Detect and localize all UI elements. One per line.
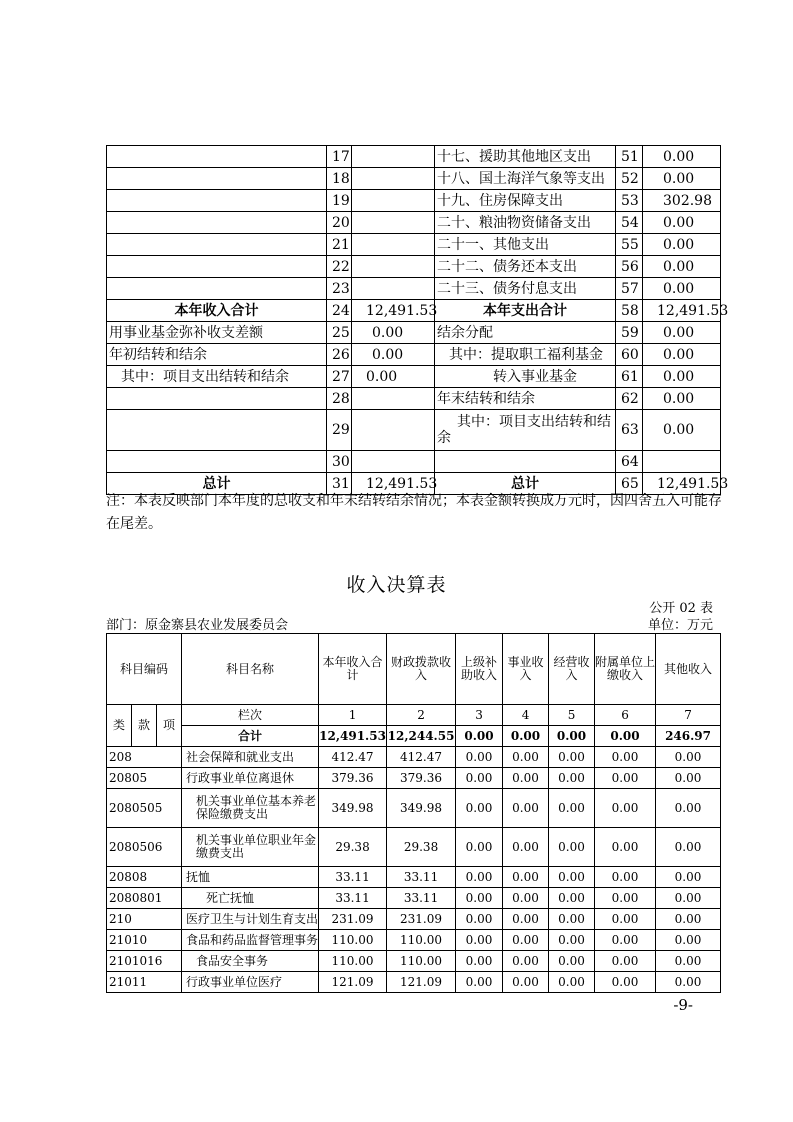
table-row (107, 388, 721, 410)
table-row (107, 747, 721, 768)
cell-value: 0.00 (456, 951, 503, 972)
department-label: 部门：原金寨县农业发展委员会 (106, 618, 289, 633)
header-name: 科目名称 (182, 634, 319, 705)
income-value (352, 234, 435, 256)
cell-value: 0.00 (503, 909, 549, 930)
header-other-income: 其他收入 (656, 634, 721, 705)
income-item-label (107, 278, 327, 300)
cell-value: 29.38 (387, 828, 456, 867)
grand-total-label: 总计 (107, 473, 327, 495)
income-value (352, 168, 435, 190)
row-number: 22 (327, 256, 352, 278)
table-row (107, 190, 721, 212)
cell-value: 0.00 (456, 828, 503, 867)
row-number: 59 (616, 322, 643, 344)
subject-name: 机关事业单位基本养老保险缴费支出 (182, 789, 319, 828)
income-value (352, 388, 435, 410)
row-number: 54 (616, 212, 643, 234)
cell-value: 0.00 (549, 828, 595, 867)
total-label: 合计 (182, 726, 319, 747)
subject-code: 20805 (107, 768, 182, 789)
subject-code: 208 (107, 747, 182, 768)
expense-value: 0.00 (643, 410, 721, 451)
cell-value: 0.00 (595, 828, 656, 867)
subject-code: 2080506 (107, 828, 182, 867)
table-code: 公开 02 表 (649, 601, 713, 616)
subject-name: 社会保障和就业支出 (182, 747, 319, 768)
expense-item-label: 转入事业基金 (435, 366, 616, 388)
row-number: 17 (327, 146, 352, 168)
cell-value: 231.09 (387, 909, 456, 930)
total-value: 0.00 (549, 726, 595, 747)
expense-item-label: 其中：项目支出结转和结余 (435, 410, 616, 451)
column-number: 7 (656, 705, 721, 726)
subject-code: 2080801 (107, 888, 182, 909)
income-total-label: 本年收入合计 (107, 300, 327, 322)
row-number: 61 (616, 366, 643, 388)
expense-value: 0.00 (643, 366, 721, 388)
subject-name: 食品和药品监督管理事务 (182, 930, 319, 951)
table-row (107, 234, 721, 256)
cell-value: 0.00 (503, 747, 549, 768)
subject-code: 2101016 (107, 951, 182, 972)
cell-value: 0.00 (595, 867, 656, 888)
cell-value: 0.00 (549, 768, 595, 789)
header-business-income: 事业收入 (503, 634, 549, 705)
subject-code: 210 (107, 909, 182, 930)
row-number: 57 (616, 278, 643, 300)
table-row (107, 972, 721, 993)
table-row (107, 789, 721, 828)
row-number: 23 (327, 278, 352, 300)
cell-value: 0.00 (503, 867, 549, 888)
expense-item-label (435, 451, 616, 473)
expense-value: 0.00 (643, 146, 721, 168)
cell-value: 0.00 (656, 972, 721, 993)
cell-value: 33.11 (387, 867, 456, 888)
subject-name: 抚恤 (182, 867, 319, 888)
table-row (107, 278, 721, 300)
grand-total-label: 总计 (435, 473, 616, 495)
cell-value: 33.11 (319, 888, 387, 909)
income-value (352, 146, 435, 168)
income-value (352, 190, 435, 212)
cell-value: 33.11 (387, 888, 456, 909)
income-value: 0.00 (352, 344, 435, 366)
income-item-label (107, 256, 327, 278)
income-value (352, 256, 435, 278)
cell-value: 0.00 (656, 867, 721, 888)
expense-value: 0.00 (643, 234, 721, 256)
cell-value: 231.09 (319, 909, 387, 930)
cell-value: 0.00 (595, 951, 656, 972)
expense-value: 302.98 (643, 190, 721, 212)
expense-item-label: 其中：提取职工福利基金 (435, 344, 616, 366)
row-number: 28 (327, 388, 352, 410)
income-item-label: 年初结转和结余 (107, 344, 327, 366)
row-number: 30 (327, 451, 352, 473)
expense-item-label: 结余分配 (435, 322, 616, 344)
subject-name: 医疗卫生与计划生育支出 (182, 909, 319, 930)
income-value (352, 451, 435, 473)
header-superior-subsidy: 上级补助收入 (456, 634, 503, 705)
cell-value: 349.98 (387, 789, 456, 828)
cell-value: 0.00 (456, 747, 503, 768)
subject-code: 21011 (107, 972, 182, 993)
cell-value: 0.00 (656, 930, 721, 951)
cell-value: 0.00 (503, 972, 549, 993)
income-item-label (107, 410, 327, 451)
income-item-label (107, 190, 327, 212)
table-row (107, 366, 721, 388)
table-row (107, 867, 721, 888)
cell-value: 0.00 (456, 930, 503, 951)
unit-label: 单位：万元 (647, 618, 713, 633)
cell-value: 0.00 (656, 951, 721, 972)
expense-item-label: 二十三、债务付息支出 (435, 278, 616, 300)
column-number: 6 (595, 705, 656, 726)
header-kuan: 款 (132, 705, 157, 747)
income-value: 0.00 (352, 366, 435, 388)
column-number: 1 (319, 705, 387, 726)
subject-name: 食品安全事务 (182, 951, 319, 972)
cell-value: 0.00 (503, 768, 549, 789)
expense-value: 0.00 (643, 256, 721, 278)
table-row (107, 256, 721, 278)
row-number: 60 (616, 344, 643, 366)
total-value: 0.00 (456, 726, 503, 747)
page-number: -9- (673, 996, 693, 1014)
cell-value: 0.00 (549, 789, 595, 828)
row-number: 52 (616, 168, 643, 190)
expense-value: 0.00 (643, 212, 721, 234)
income-value (352, 410, 435, 451)
cell-value: 0.00 (656, 747, 721, 768)
row-number: 18 (327, 168, 352, 190)
table-row (107, 888, 721, 909)
expense-value: 0.00 (643, 344, 721, 366)
total-row (107, 726, 721, 747)
income-value (352, 212, 435, 234)
table-row (107, 168, 721, 190)
cell-value: 0.00 (595, 972, 656, 993)
cell-value: 0.00 (549, 888, 595, 909)
expense-value: 12,491.53 (643, 300, 721, 322)
subject-code: 2080505 (107, 789, 182, 828)
cell-value: 0.00 (503, 888, 549, 909)
header-operating-income: 经营收入 (549, 634, 595, 705)
income-item-label (107, 388, 327, 410)
cell-value: 349.98 (319, 789, 387, 828)
income-item-label (107, 146, 327, 168)
page-title: 收入决算表 (346, 574, 447, 596)
cell-value: 0.00 (456, 972, 503, 993)
cell-value: 379.36 (319, 768, 387, 789)
cell-value: 0.00 (595, 888, 656, 909)
expense-value: 12,491.53 (643, 473, 721, 495)
income-value: 0.00 (352, 322, 435, 344)
cell-value: 0.00 (595, 747, 656, 768)
row-number: 24 (327, 300, 352, 322)
cell-value: 0.00 (549, 972, 595, 993)
row-number: 26 (327, 344, 352, 366)
cell-value: 0.00 (503, 789, 549, 828)
table-row (107, 909, 721, 930)
total-value: 0.00 (503, 726, 549, 747)
income-value (352, 278, 435, 300)
cell-value: 121.09 (387, 972, 456, 993)
total-value: 12,491.53 (319, 726, 387, 747)
cell-value: 0.00 (503, 930, 549, 951)
cell-value: 29.38 (319, 828, 387, 867)
income-item-label (107, 212, 327, 234)
row-number: 31 (327, 473, 352, 495)
row-number: 65 (616, 473, 643, 495)
column-number-row (107, 705, 721, 726)
column-number: 2 (387, 705, 456, 726)
cell-value: 0.00 (456, 768, 503, 789)
cell-value: 0.00 (656, 888, 721, 909)
header-lei: 类 (107, 705, 132, 747)
expense-value (643, 451, 721, 473)
cell-value: 412.47 (387, 747, 456, 768)
row-number: 25 (327, 322, 352, 344)
row-number: 58 (616, 300, 643, 322)
cell-value: 0.00 (549, 951, 595, 972)
table-row (107, 930, 721, 951)
table-row (107, 212, 721, 234)
income-item-label (107, 168, 327, 190)
row-number: 62 (616, 388, 643, 410)
cell-value: 0.00 (503, 828, 549, 867)
subject-name: 机关事业单位职业年金缴费支出 (182, 828, 319, 867)
header-xiang: 项 (157, 705, 182, 747)
cell-value: 0.00 (656, 768, 721, 789)
cell-value: 110.00 (319, 930, 387, 951)
expense-item-label: 年末结转和结余 (435, 388, 616, 410)
row-number: 51 (616, 146, 643, 168)
cell-value: 0.00 (456, 888, 503, 909)
expense-value: 0.00 (643, 322, 721, 344)
income-value: 12,491.53 (352, 300, 435, 322)
header-row (107, 634, 721, 705)
expense-item-label: 十九、住房保障支出 (435, 190, 616, 212)
cell-value: 0.00 (595, 930, 656, 951)
cell-value: 110.00 (319, 951, 387, 972)
expense-item-label: 十七、援助其他地区支出 (435, 146, 616, 168)
cell-value: 0.00 (656, 828, 721, 867)
column-number: 4 (503, 705, 549, 726)
table-row (107, 951, 721, 972)
cell-value: 0.00 (595, 909, 656, 930)
header-lanci: 栏次 (182, 705, 319, 726)
cell-value: 0.00 (656, 909, 721, 930)
subject-name: 行政事业单位离退休 (182, 768, 319, 789)
table-row (107, 322, 721, 344)
subject-code: 20808 (107, 867, 182, 888)
subject-name: 死亡抚恤 (182, 888, 319, 909)
header-code: 科目编码 (107, 634, 182, 705)
subject-code: 21010 (107, 930, 182, 951)
cell-value: 412.47 (319, 747, 387, 768)
row-number: 63 (616, 410, 643, 451)
column-number: 3 (456, 705, 503, 726)
header-fiscal: 财政拨款收入 (387, 634, 456, 705)
table-row (107, 410, 721, 451)
cell-value: 0.00 (549, 747, 595, 768)
row-number: 19 (327, 190, 352, 212)
cell-value: 0.00 (549, 909, 595, 930)
row-number: 21 (327, 234, 352, 256)
cell-value: 0.00 (595, 789, 656, 828)
expense-value: 0.00 (643, 388, 721, 410)
expense-value: 0.00 (643, 278, 721, 300)
column-number: 5 (549, 705, 595, 726)
header-affiliate-income: 附属单位上缴收入 (595, 634, 656, 705)
cell-value: 110.00 (387, 930, 456, 951)
cell-value: 121.09 (319, 972, 387, 993)
cell-value: 0.00 (656, 789, 721, 828)
income-item-label (107, 234, 327, 256)
cell-value: 0.00 (549, 867, 595, 888)
income-item-label: 用事业基金弥补收支差额 (107, 322, 327, 344)
cell-value: 33.11 (319, 867, 387, 888)
cell-value: 110.00 (387, 951, 456, 972)
row-number: 55 (616, 234, 643, 256)
cell-value: 0.00 (503, 951, 549, 972)
row-number: 64 (616, 451, 643, 473)
income-item-label: 其中：项目支出结转和结余 (107, 366, 327, 388)
expense-item-label: 二十、粮油物资储备支出 (435, 212, 616, 234)
cell-value: 0.00 (549, 930, 595, 951)
income-value: 12,491.53 (352, 473, 435, 495)
expense-total-label: 本年支出合计 (435, 300, 616, 322)
row-number: 56 (616, 256, 643, 278)
table-row (107, 451, 721, 473)
cell-value: 0.00 (456, 867, 503, 888)
cell-value: 0.00 (456, 909, 503, 930)
subject-name: 行政事业单位医疗 (182, 972, 319, 993)
expense-item-label: 十八、国土海洋气象等支出 (435, 168, 616, 190)
row-number: 27 (327, 366, 352, 388)
row-number: 53 (616, 190, 643, 212)
income-item-label (107, 451, 327, 473)
income-statement-table (106, 633, 721, 993)
table-row (107, 146, 721, 168)
table-row (107, 300, 721, 322)
expense-item-label: 二十一、其他支出 (435, 234, 616, 256)
row-number: 20 (327, 212, 352, 234)
header-total-income: 本年收入合计 (319, 634, 387, 705)
table-row (107, 768, 721, 789)
cell-value: 0.00 (595, 768, 656, 789)
total-value: 12,244.55 (387, 726, 456, 747)
total-value: 246.97 (656, 726, 721, 747)
table-note: 注：本表反映部门本年度的总收支和年末结转结余情况；本表金额转换成万元时，因四舍五入可能存在尾差。 (106, 493, 722, 532)
cell-value: 0.00 (456, 789, 503, 828)
total-value: 0.00 (595, 726, 656, 747)
table-row (107, 344, 721, 366)
cell-value: 379.36 (387, 768, 456, 789)
table-row (107, 828, 721, 867)
summary-table (106, 145, 729, 495)
expense-item-label: 二十二、债务还本支出 (435, 256, 616, 278)
expense-value: 0.00 (643, 168, 721, 190)
row-number: 29 (327, 410, 352, 451)
